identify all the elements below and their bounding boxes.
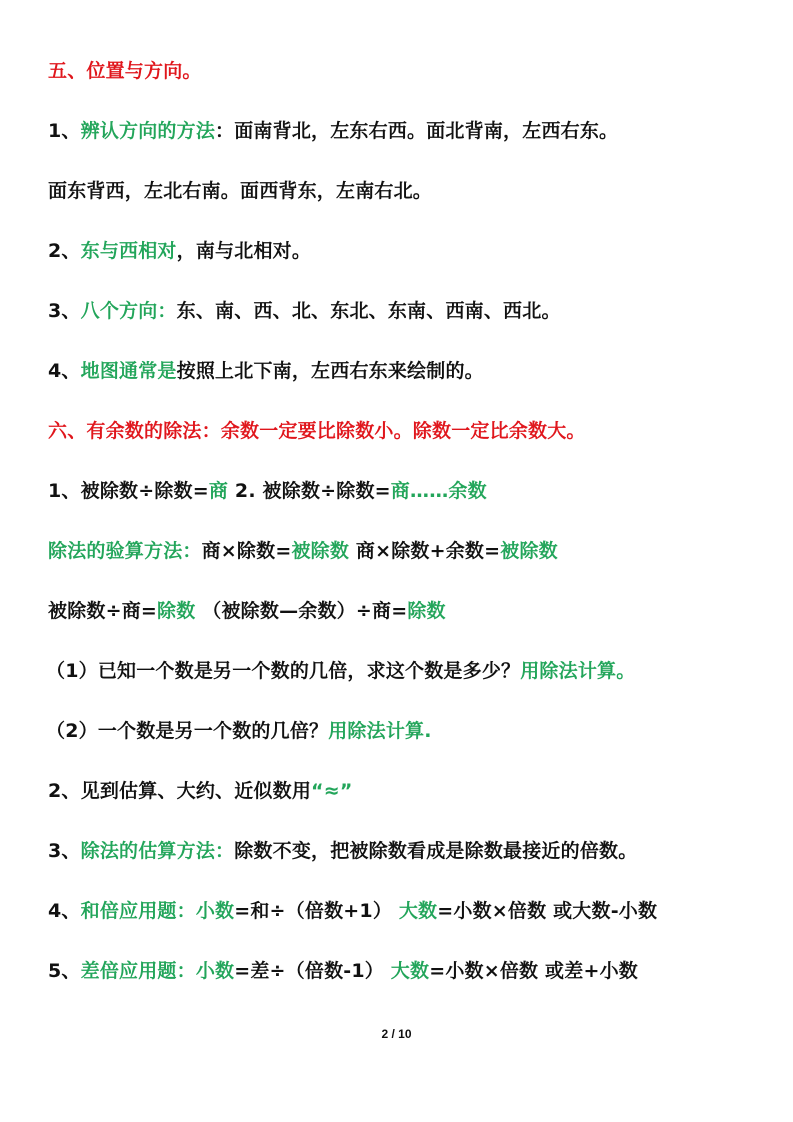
highlighted-text: 和倍应用题：小数 [80,900,235,922]
text-line [48,58,202,84]
highlighted-text: 商……余数 [390,480,487,502]
highlighted-text: 用除法计算. [328,720,432,742]
highlighted-text: 被除数 [500,540,558,562]
body-text: 被除数÷商= [48,600,158,622]
text-line [48,418,586,444]
highlighted-text: 除法的估算方法： [80,840,235,862]
section-heading-text: 六、有余数的除法：余数一定要比除数小。除数一定比余数大。 [48,420,586,442]
text-line [46,718,432,744]
highlighted-text: 大数 [390,960,430,982]
body-text: 4、 [48,360,81,382]
body-text: =和÷（倍数+1） [234,900,399,922]
body-text: 3、 [48,840,81,862]
body-text: 4、 [48,900,81,922]
body-text: =小数×倍数 或差+小数 [429,960,638,982]
body-text: 东、南、西、北、东北、东南、西南、西北。 [176,300,561,322]
highlighted-text: 地图通常是 [80,360,177,382]
section-heading-text: 五、位置与方向。 [48,60,202,82]
body-text: 2. 被除数÷除数= [228,480,391,502]
body-text: ：面南背北，左东右西。面北背南，左西右东。 [215,120,619,142]
body-text: 按照上北下南，左西右东来绘制的。 [176,360,484,382]
body-text: 2、 [48,240,81,262]
highlighted-text: 商 [208,480,229,502]
body-text: （1）已知一个数是另一个数的几倍，求这个数是多少？ [46,660,521,682]
highlighted-text: 除法的验算方法： [48,540,202,562]
text-line [48,958,638,984]
body-text: =差÷（倍数-1） [234,960,391,982]
text-line [46,658,635,684]
body-text: 3、 [48,300,81,322]
text-line [48,298,561,324]
body-text: 除数不变，把被除数看成是除数最接近的倍数。 [234,840,638,862]
body-text: 面东背西，左北右南。面西背东，左南右北。 [48,180,433,202]
highlighted-text: 用除法计算。 [520,660,636,682]
highlighted-text: 辨认方向的方法 [80,120,216,142]
text-line [48,178,432,204]
body-text: 5、 [48,960,81,982]
text-line [48,898,657,924]
body-text: 商×除数= [201,540,292,562]
text-line [48,838,637,864]
text-line [48,538,558,564]
body-text: 2、见到估算、大约、近似数用 [48,780,312,802]
highlighted-text: 大数 [398,900,438,922]
body-text: 1、 [48,120,81,142]
body-text: =小数×倍数 或大数-小数 [437,900,658,922]
highlighted-text: 差倍应用题：小数 [80,960,235,982]
highlighted-text: 除数 [157,600,196,622]
body-text: （2）一个数是另一个数的几倍？ [46,720,329,742]
body-text: （被除数—余数）÷商= [195,600,408,622]
highlighted-text: 除数 [407,600,446,622]
body-text: 商×除数+余数= [349,540,501,562]
body-text: ，南与北相对。 [176,240,312,262]
highlighted-text: “≈” [311,780,353,802]
page-number: 2 / 10 [381,1027,412,1041]
text-line [48,478,487,504]
text-line [48,118,618,144]
text-line [48,778,353,804]
text-line [48,238,311,264]
text-line [48,358,484,384]
highlighted-text: 东与西相对 [80,240,177,262]
text-line [48,598,446,624]
highlighted-text: 八个方向： [80,300,177,322]
body-text: 1、被除数÷除数= [48,480,209,502]
highlighted-text: 被除数 [291,540,350,562]
